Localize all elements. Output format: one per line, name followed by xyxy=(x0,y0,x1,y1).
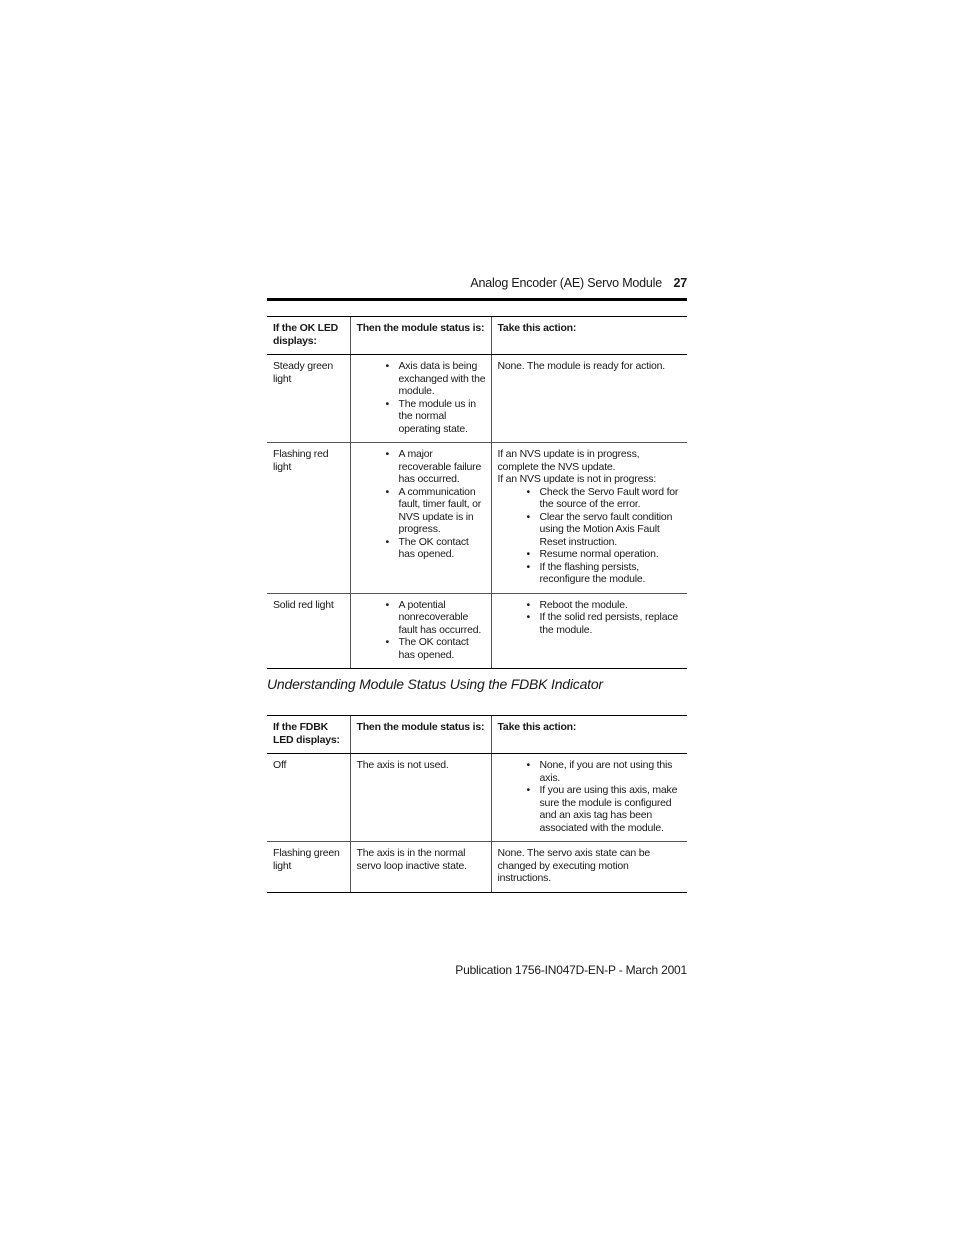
column-header: Then the module status is: xyxy=(350,716,491,754)
table-row xyxy=(267,754,687,842)
list-item: • The module us in the normal operating state. xyxy=(399,398,486,436)
status-cell: The axis is not used. xyxy=(350,754,491,842)
action-text: If an NVS update is not in progress: xyxy=(497,473,657,485)
list-item: • A potential nonrecoverable fault has occurred. xyxy=(399,599,486,637)
list-item: • A major recoverable failure has occurred. xyxy=(399,448,486,486)
list-item: • The OK contact has opened. xyxy=(399,636,486,661)
action-cell xyxy=(491,443,687,594)
table-row xyxy=(267,593,687,669)
led-cell: Solid red light xyxy=(267,593,350,669)
column-header: Take this action: xyxy=(491,317,687,355)
running-header xyxy=(267,276,687,294)
publication-footer: Publication 1756-IN047D-EN-P - March 2001 xyxy=(455,963,687,977)
table-header-row xyxy=(267,716,687,754)
led-cell: Flashing green light xyxy=(267,842,350,893)
led-cell: Steady green light xyxy=(267,355,350,443)
list-item: • None, if you are not using this axis. xyxy=(540,759,683,784)
column-header: Then the module status is: xyxy=(350,317,491,355)
list-item: • The OK contact has opened. xyxy=(399,536,486,561)
status-cell xyxy=(350,443,491,594)
status-cell xyxy=(350,355,491,443)
list-item: • A communication fault, timer fault, or NVS update is in progress. xyxy=(399,486,486,536)
page-number: 27 xyxy=(673,276,687,290)
table-row xyxy=(267,842,687,893)
status-cell: The axis is in the normal servo loop inactive state. xyxy=(350,842,491,893)
table-row xyxy=(267,355,687,443)
column-header: If the OK LED displays: xyxy=(267,317,350,355)
list-item: • If the flashing persists, reconfigure the module. xyxy=(540,561,683,586)
list-item: • Reboot the module. xyxy=(540,599,683,612)
table-row xyxy=(267,443,687,594)
list-item: • Check the Servo Fault word for the source of the error. xyxy=(540,486,683,511)
column-header: If the FDBK LED displays: xyxy=(267,716,350,754)
led-cell: Flashing red light xyxy=(267,443,350,594)
action-cell xyxy=(491,593,687,669)
action-text: None. The module is ready for action. xyxy=(497,360,666,372)
action-cell xyxy=(491,754,687,842)
led-cell: Off xyxy=(267,754,350,842)
column-header: Take this action: xyxy=(491,716,687,754)
action-cell: None. The servo axis state can be changed by executing motion instructions. xyxy=(491,842,687,893)
section-title: Understanding Module Status Using the FDBK Indicator xyxy=(267,676,603,692)
ok-led-table xyxy=(267,316,687,669)
running-header-title: Analog Encoder (AE) Servo Module xyxy=(470,276,662,290)
list-item: • Axis data is being exchanged with the module. xyxy=(399,360,486,398)
list-item: • If the solid red persists, replace the module. xyxy=(540,611,683,636)
action-cell xyxy=(491,355,687,443)
header-rule xyxy=(267,298,687,301)
list-item: • Clear the servo fault condition using the Motion Axis Fault Reset instruction. xyxy=(540,511,683,549)
action-text: If an NVS update is in progress, complete the NVS update. xyxy=(497,448,640,473)
list-item: • Resume normal operation. xyxy=(540,548,683,561)
fdbk-led-table xyxy=(267,715,687,893)
status-cell xyxy=(350,593,491,669)
list-item: • If you are using this axis, make sure the module is configured and an axis tag has been associated with the module. xyxy=(540,784,683,834)
table-header-row xyxy=(267,317,687,355)
